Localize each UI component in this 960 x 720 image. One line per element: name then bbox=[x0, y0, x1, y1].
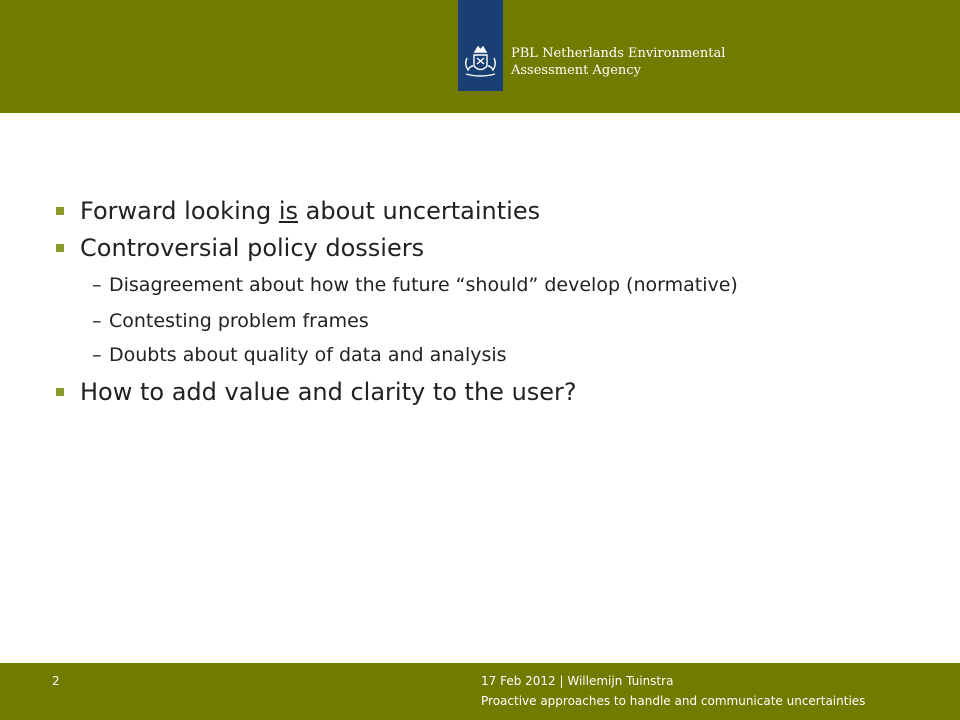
bullet-1-text: Forward looking is about uncertainties bbox=[80, 197, 541, 225]
square-bullet-icon bbox=[56, 244, 64, 252]
sub-item-2-text: Contesting problem frames bbox=[109, 310, 369, 332]
agency-name-line2: Assessment Agency bbox=[511, 63, 641, 78]
sub-item-1-text: Disagreement about how the future “should” develop (normative) bbox=[109, 274, 738, 296]
bullet-2-text: Controversial policy dossiers bbox=[80, 234, 425, 262]
square-bullet-icon bbox=[56, 207, 64, 215]
dash-bullet: – bbox=[92, 344, 102, 366]
underlined-word: is bbox=[278, 197, 298, 225]
footer-date-author: 17 Feb 2012 | Willemijn Tuinstra bbox=[481, 674, 674, 688]
sub-item-3-text: Doubts about quality of data and analysis bbox=[109, 344, 507, 366]
agency-name-line1: PBL Netherlands Environmental bbox=[511, 46, 726, 61]
square-bullet-icon bbox=[56, 388, 64, 396]
dash-bullet: – bbox=[92, 274, 102, 296]
dash-bullet: – bbox=[92, 310, 102, 332]
bullet-3-text: How to add value and clarity to the user? bbox=[80, 378, 577, 406]
footer-presentation-title: Proactive approaches to handle and communicate uncertainties bbox=[481, 694, 866, 708]
footer-band bbox=[0, 663, 960, 720]
page-number: 2 bbox=[52, 674, 60, 688]
